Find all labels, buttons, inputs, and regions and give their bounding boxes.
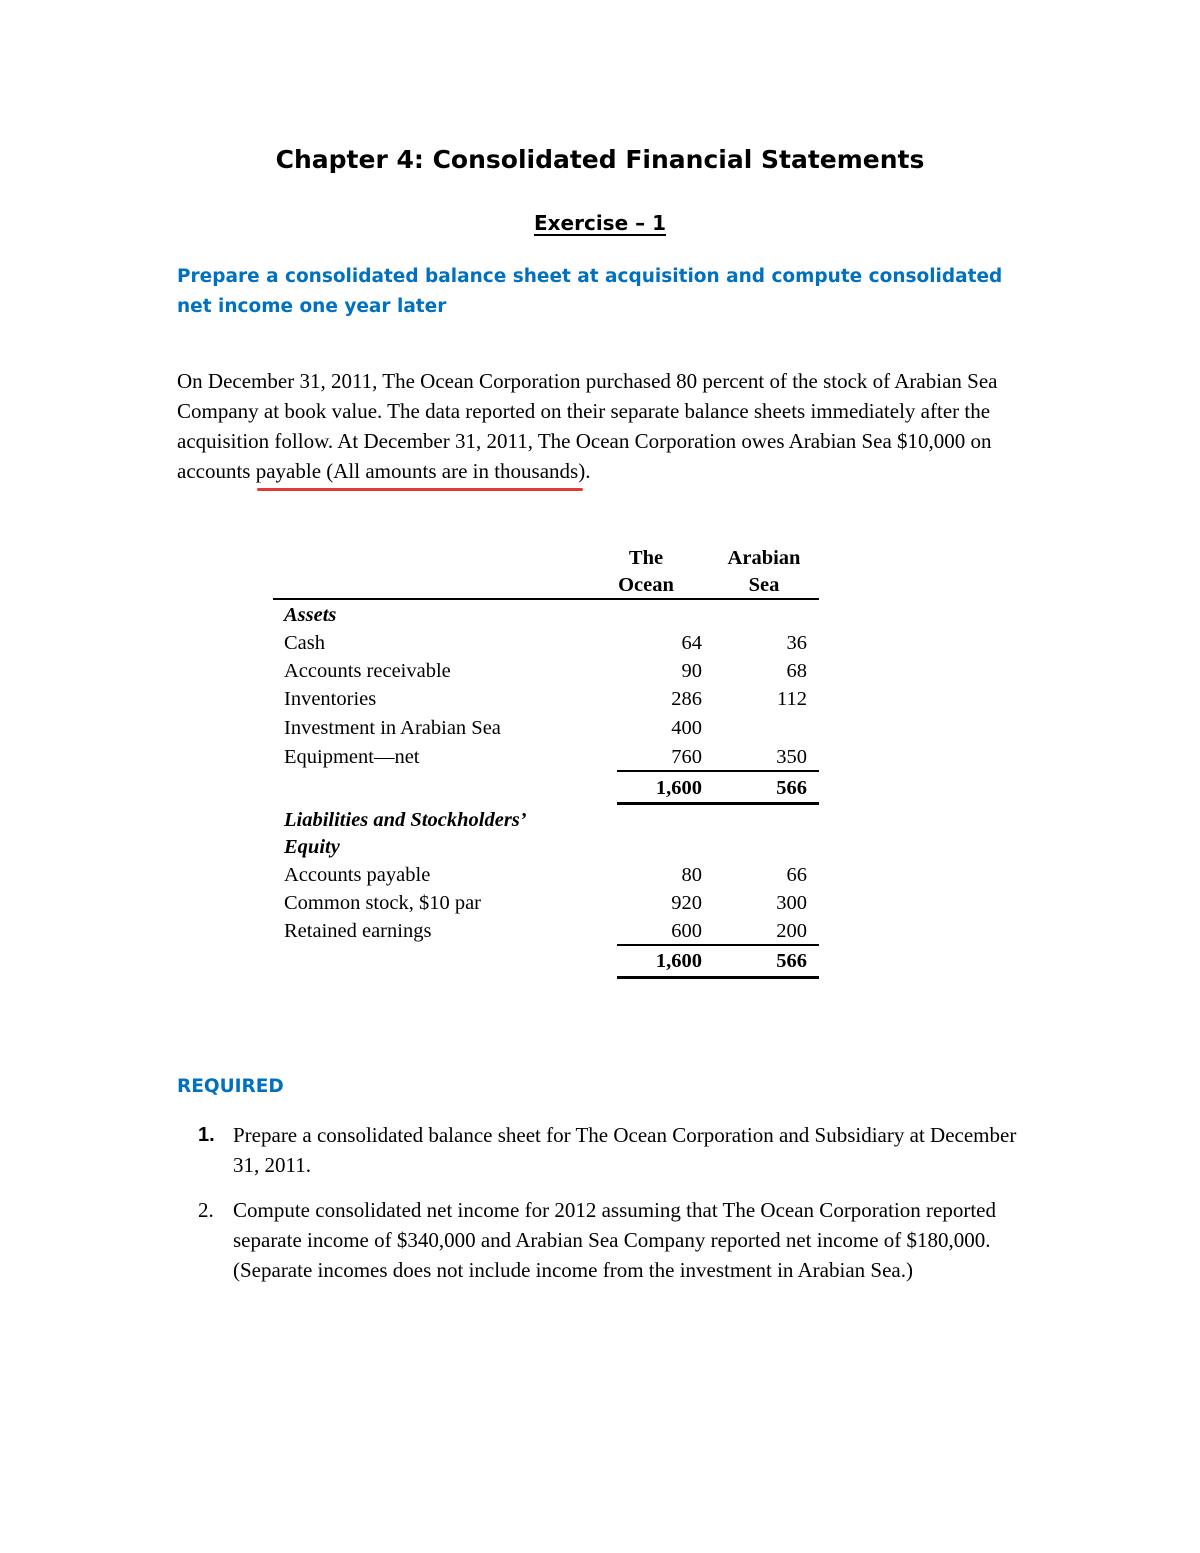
list-item-number: 2. — [198, 1198, 214, 1222]
table-row — [273, 629, 819, 657]
arabian-liabilities-total: 566 — [776, 950, 807, 972]
required-list — [177, 1120, 1037, 1300]
header-rule — [273, 598, 819, 600]
table-row — [273, 714, 819, 742]
table-row — [273, 917, 819, 945]
table-row — [273, 889, 819, 917]
liabilities-section-label-2: Equity — [284, 836, 340, 858]
arabian-value: 68 — [786, 660, 807, 682]
liabilities-section-row-2 — [273, 833, 819, 861]
liabilities-total-row — [273, 947, 819, 975]
red-underline-annotation — [257, 488, 583, 491]
assets-section-row — [273, 601, 819, 629]
ocean-value: 64 — [681, 632, 702, 654]
assets-subtotal-rule — [617, 770, 819, 772]
row-label: Common stock, $10 par — [284, 892, 482, 914]
arabian-value: 300 — [776, 892, 807, 914]
exercise-heading — [0, 206, 1200, 240]
arabian-value: 36 — [786, 632, 807, 654]
ocean-value: 400 — [671, 717, 702, 739]
arabian-value: 66 — [786, 864, 807, 886]
ocean-value: 920 — [671, 892, 702, 914]
arabian-value: 200 — [776, 920, 807, 942]
ocean-assets-total: 1,600 — [655, 777, 702, 799]
col-header-arabian-line2: Sea — [748, 574, 780, 596]
col-header-ocean — [596, 545, 696, 599]
list-item — [177, 1120, 1037, 1180]
list-item-text: Compute consolidated net income for 2012 assuming that The Ocean Corporation reported separate income of $340,000 and Arabian Sea Company reported net income of $180,000. (Separate incomes does not include income from the investment in Arabian Sea.) — [233, 1198, 997, 1282]
ocean-value: 760 — [671, 746, 702, 768]
col-header-ocean-line2: Ocean — [618, 574, 674, 596]
liabilities-subtotal-rule — [617, 944, 819, 946]
ocean-liabilities-total: 1,600 — [655, 950, 702, 972]
liabilities-section-row — [273, 806, 819, 834]
arabian-value: 112 — [777, 688, 807, 710]
col-header-arabian — [709, 545, 819, 599]
ocean-value: 286 — [671, 688, 702, 710]
row-label: Cash — [284, 632, 325, 654]
col-header-ocean-line1: The — [628, 547, 664, 569]
ocean-value: 90 — [681, 660, 702, 682]
table-row — [273, 685, 819, 713]
row-label: Investment in Arabian Sea — [284, 717, 501, 739]
ocean-value: 600 — [671, 920, 702, 942]
list-item-number: 1. — [198, 1124, 215, 1146]
row-label: Accounts payable — [284, 864, 431, 886]
row-label: Equipment—net — [284, 746, 420, 768]
arabian-assets-total: 566 — [776, 777, 807, 799]
liabilities-total-rule — [617, 976, 819, 979]
intro-paragraph: On December 31, 2011, The Ocean Corporation purchased 80 percent of the stock of Arabian Sea Company at book value. The data reported on their separate balance sheets immediately after the acquisition follow. At December 31, 2011, The Ocean Corporation owes Arabian Sea $10,000 on accounts payable (All amounts are in thousands). — [177, 369, 998, 483]
liabilities-section-label: Liabilities and Stockholders’ — [284, 809, 527, 831]
table-row — [273, 657, 819, 685]
task-statement: Prepare a consolidated balance sheet at acquisition and compute consolidated net income one year later — [177, 266, 1003, 317]
arabian-value: 350 — [776, 746, 807, 768]
assets-total-rule — [617, 802, 819, 805]
assets-section-label: Assets — [284, 604, 337, 626]
row-label: Inventories — [284, 688, 377, 710]
required-heading: REQUIRED — [177, 1076, 284, 1097]
chapter-title: Chapter 4: Consolidated Financial Statements — [275, 145, 925, 174]
col-header-arabian-line1: Arabian — [727, 547, 801, 569]
ocean-value: 80 — [681, 864, 702, 886]
row-label: Accounts receivable — [284, 660, 451, 682]
table-row — [273, 743, 819, 771]
row-label: Retained earnings — [284, 920, 432, 942]
exercise-label: Exercise – 1 — [533, 211, 666, 235]
assets-total-row — [273, 774, 819, 802]
list-item-text: Prepare a consolidated balance sheet for The Ocean Corporation and Subsidiary at December 31, 2011. — [233, 1123, 1017, 1177]
list-item — [177, 1195, 1037, 1285]
table-row — [273, 861, 819, 889]
